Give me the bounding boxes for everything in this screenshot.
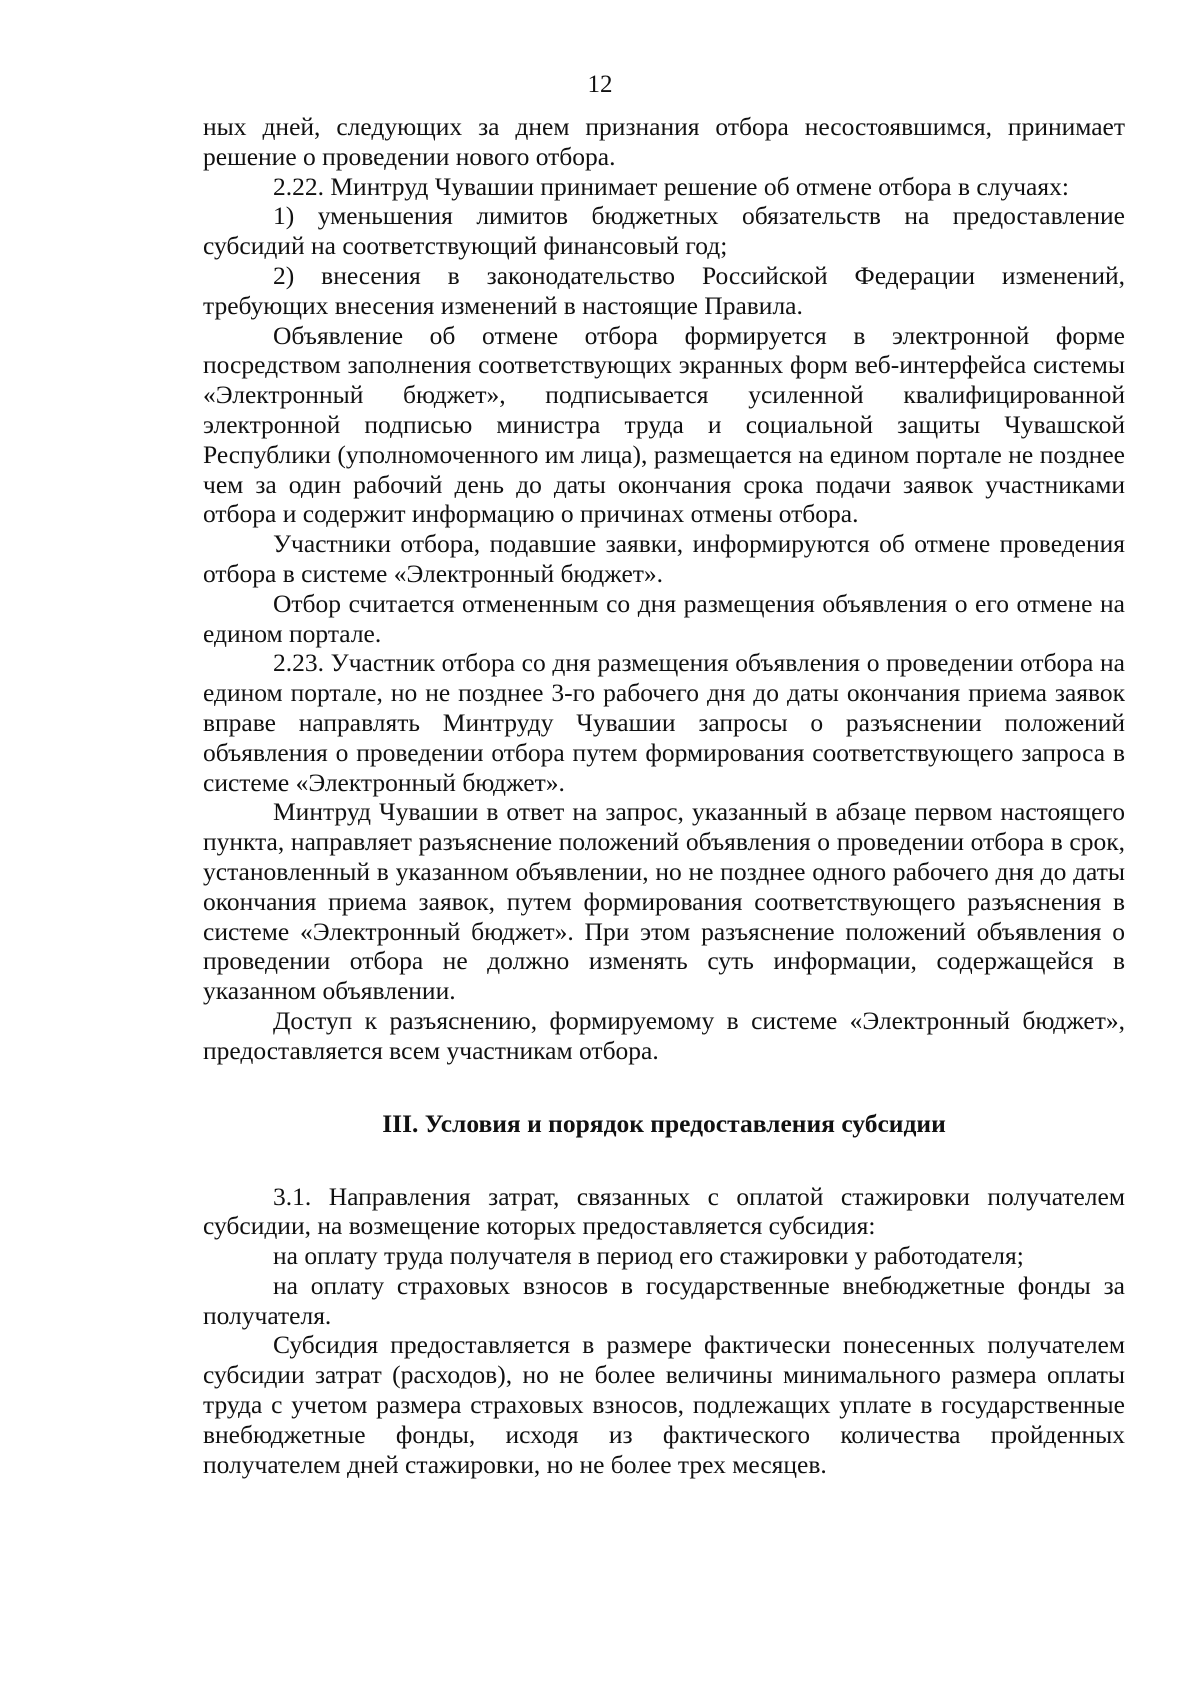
paragraph: Участники отбора, подавшие заявки, информируются об отмене проведения отбора в системе «Электронный бюджет». [203, 529, 1125, 588]
paragraphs-after-section [203, 1182, 1125, 1480]
paragraph: на оплату страховых взносов в государственные внебюджетные фонды за получателя. [203, 1270, 1125, 1330]
paragraph-clause-2-22: 2.22. Минтруд Чувашии принимает решение об отмене отбора в случаях: [273, 171, 1069, 201]
page-number: 12 [587, 71, 613, 98]
paragraph: на оплату труда получателя в период его стажировки у работодателя; [273, 1241, 1024, 1271]
document-body [203, 112, 1125, 1479]
paragraphs-before-section [203, 112, 1125, 1066]
paragraph: Отбор считается отмененным со дня размещения объявления о его отмене на едином портале. [203, 588, 1125, 648]
paragraph-clause-3-1: 3.1. Направления затрат, связанных с оплатой стажировки получателем субсидии, на возмещение которых предоставляется субсидия: [203, 1181, 1125, 1241]
paragraph: Минтруд Чувашии в ответ на запрос, указанный в абзаце первом настоящего пункта, направляет разъяснение положений объявления о проведении отбора в срок, установленный в указанном объявлении, но не позднее одного рабочего дня до даты окончания приема заявок, путем формирования соответствующего разъяснения в системе «Электронный бюджет». При этом разъяснение положений объявления о проведении отбора не должно изменять суть информации, содержащейся в указанном объявлении. [203, 797, 1125, 1006]
paragraph: ных дней, следующих за днем признания отбора несостоявшимся, принимает решение о проведении нового отбора. [203, 112, 1125, 171]
paragraph-item-1: 1) уменьшения лимитов бюджетных обязательств на предоставление субсидий на соответствующий финансовый год; [203, 201, 1125, 261]
paragraph-item-2: 2) внесения в законодательство Российской Федерации изменений, требующих внесения изменений в настоящие Правила. [203, 260, 1125, 320]
paragraph-clause-2-23: 2.23. Участник отбора со дня размещения объявления о проведении отбора на едином портале, но не позднее 3-го рабочего дня до даты окончания приема заявок вправе направлять Минтруду Чувашии запросы о разъяснении положений объявления о проведении отбора путем формирования соответствующего запроса в системе «Электронный бюджет». [203, 648, 1125, 797]
paragraph: Объявление об отмене отбора формируется в электронной форме посредством заполнения соответствующих экранных форм веб-интерфейса системы «Электронный бюджет», подписывается усиленной квалифицированной электронной подписью министра труда и социальной защиты Чувашской Республики (уполномоченного им лица), размещается на едином портале не позднее чем за один рабочий день до даты окончания срока подачи заявок участниками отбора и содержит информацию о причинах отмены отбора. [203, 320, 1125, 529]
paragraph: Субсидия предоставляется в размере фактически понесенных получателем субсидии затрат (расходов), но не более величины минимального размера оплаты труда с учетом размера страховых взносов, подлежащих уплате в государственные внебюджетные фонды, исходя из фактического количества пройденных получателем дней стажировки, но не более трех месяцев. [203, 1330, 1125, 1479]
paragraph: Доступ к разъяснению, формируемому в системе «Электронный бюджет», предоставляется всем участникам отбора. [203, 1005, 1125, 1065]
section-heading: III. Условия и порядок предоставления субсидии [382, 1108, 946, 1138]
